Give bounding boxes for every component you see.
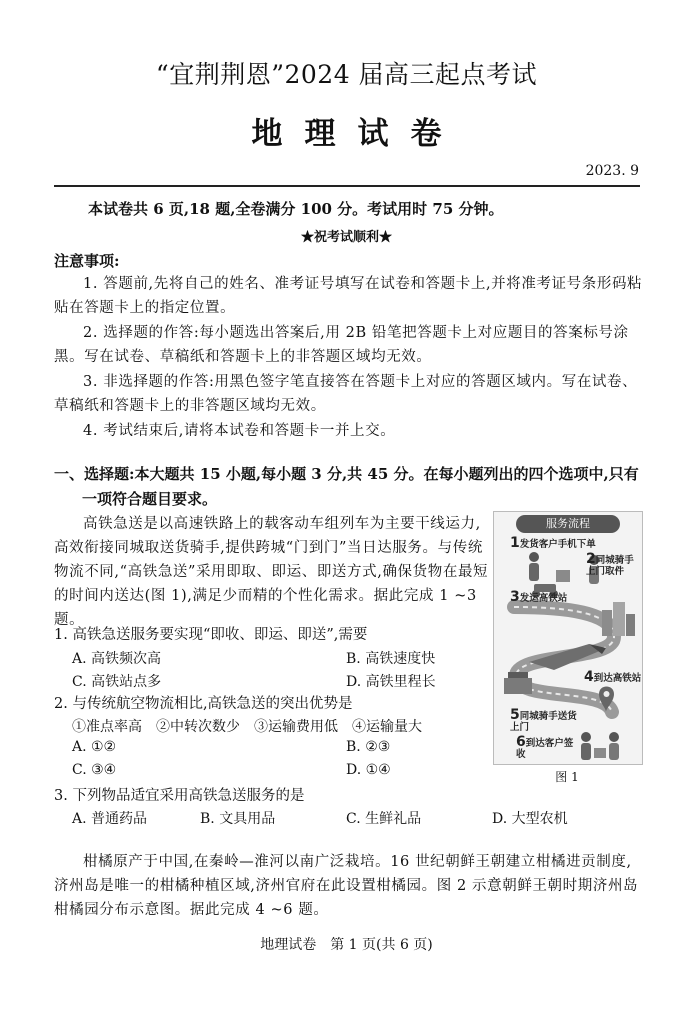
question-2-option-d[interactable]: D. ①④ bbox=[346, 762, 391, 778]
section-heading-line2: 一项符合题目要求。 bbox=[82, 490, 218, 508]
passage-1 bbox=[54, 512, 490, 632]
notice-item: 3. 非选择题的作答:用黑色签字笔直接答在答题卡上对应的答题区域内。写在试卷、草稿纸和答题卡上的非答题区域均无效。 bbox=[54, 374, 638, 414]
step-number: 3 bbox=[510, 589, 520, 605]
notice-item: 4. 考试结束后,请将本试卷和答题卡一并上交。 bbox=[83, 423, 396, 439]
passage-1-text: 高铁急送是以高速铁路上的载客动车组列车为主要干线运力,高效衔接同城取送货骑手,提供跨城“门到门”当日达服务。与传统物流不同,“高铁急送”采用即取、即运、即送方式,确保货物在最短的时间内送达(图 1),满足少而精的个性化需求。据此完成 1 ~3 题。 bbox=[54, 516, 489, 628]
step-text: 到达高铁站 bbox=[593, 673, 642, 684]
step-text: 同城骑手送货上门 bbox=[510, 711, 577, 733]
step-number: 1 bbox=[510, 535, 520, 551]
question-1-option-b[interactable]: B. 高铁速度快 bbox=[346, 651, 436, 667]
figure-1-service-flow bbox=[493, 511, 643, 765]
question-1-stem: 1. 高铁急送服务要实现“即收、即运、即送”,需要 bbox=[54, 627, 368, 643]
exam-title: “宜荆荆恩”2024 届高三起点考试 bbox=[155, 60, 538, 89]
step-number: 6 bbox=[516, 734, 526, 750]
question-3-stem: 3. 下列物品适宜采用高铁急送服务的是 bbox=[54, 788, 305, 804]
question-3-option-b[interactable]: B. 文具用品 bbox=[200, 811, 276, 827]
notice-list bbox=[54, 272, 644, 444]
question-2-stem: 2. 与传统航空物流相比,高铁急送的突出优势是 bbox=[54, 696, 353, 712]
step-text: 到达客户签收 bbox=[516, 738, 574, 760]
question-2-option-c[interactable]: C. ③④ bbox=[72, 762, 117, 778]
header-divider bbox=[54, 185, 640, 187]
passage-2 bbox=[54, 850, 644, 922]
figure-1-step-5 bbox=[510, 707, 580, 733]
exam-date: 2023. 9 bbox=[585, 163, 639, 179]
question-2-option-a[interactable]: A. ①② bbox=[72, 739, 117, 755]
passage-2-text: 柑橘原产于中国,在秦岭—淮河以南广泛栽培。16 世纪朝鲜王朝建立柑橘进贡制度,济州岛是唯一的柑橘种植区域,济州官府在此设置柑橘园。图 2 示意朝鲜王朝时期济州岛柑橘园分布示意图。据此完成 4 ~6 题。 bbox=[54, 854, 639, 918]
step-number: 5 bbox=[510, 707, 520, 723]
step-text: 发运高铁站 bbox=[519, 593, 568, 604]
step-number: 4 bbox=[584, 669, 594, 685]
section-heading bbox=[54, 462, 644, 512]
question-1-option-d[interactable]: D. 高铁里程长 bbox=[346, 674, 436, 690]
notice-item: 1. 答题前,先将自己的姓名、准考证号填写在试卷和答题卡上,并将准考证号条形码粘贴在答题卡上的指定位置。 bbox=[54, 276, 643, 316]
question-1-option-a[interactable]: A. 高铁频次高 bbox=[72, 651, 162, 667]
subject-title: 地理试卷 bbox=[251, 116, 464, 152]
figure-1-step-3 bbox=[510, 589, 568, 605]
figure-1-step-1 bbox=[510, 535, 596, 551]
step-number: 2 bbox=[586, 551, 596, 567]
exam-intro: 本试卷共 6 页,18 题,全卷满分 100 分。考试用时 75 分钟。 bbox=[88, 200, 504, 218]
question-1-option-c[interactable]: C. 高铁站点多 bbox=[72, 674, 162, 690]
figure-1-header: 服务流程 bbox=[516, 515, 620, 533]
figure-1-caption: 图 1 bbox=[555, 770, 579, 784]
notice-item: 2. 选择题的作答:每小题选出答案后,用 2B 铅笔把答题卡上对应题目的答案标号涂黑。写在试卷、草稿纸和答题卡上的非答题区域均无效。 bbox=[54, 325, 629, 365]
question-3-option-c[interactable]: C. 生鲜礼品 bbox=[346, 811, 422, 827]
step-text: 同城骑手上门取件 bbox=[586, 555, 634, 577]
question-2-items: ①准点率高 ②中转次数少 ③运输费用低 ④运输量大 bbox=[72, 719, 422, 735]
question-2-option-b[interactable]: B. ②③ bbox=[346, 739, 391, 755]
blessing: ★祝考试顺利★ bbox=[300, 230, 392, 245]
question-3-option-a[interactable]: A. 普通药品 bbox=[72, 811, 148, 827]
figure-1-step-6 bbox=[516, 734, 578, 760]
figure-1-step-4 bbox=[584, 669, 642, 685]
question-3-option-d[interactable]: D. 大型农机 bbox=[492, 811, 568, 827]
section-heading-line1: 一、选择题:本大题共 15 小题,每小题 3 分,共 45 分。在每小题列出的四个选项中,只有 bbox=[54, 465, 639, 483]
page-footer: 地理试卷 第 1 页(共 6 页) bbox=[260, 937, 433, 953]
step-text: 发货客户手机下单 bbox=[519, 539, 596, 550]
notice-heading: 注意事项: bbox=[54, 252, 120, 270]
figure-1-step-2 bbox=[586, 551, 640, 577]
